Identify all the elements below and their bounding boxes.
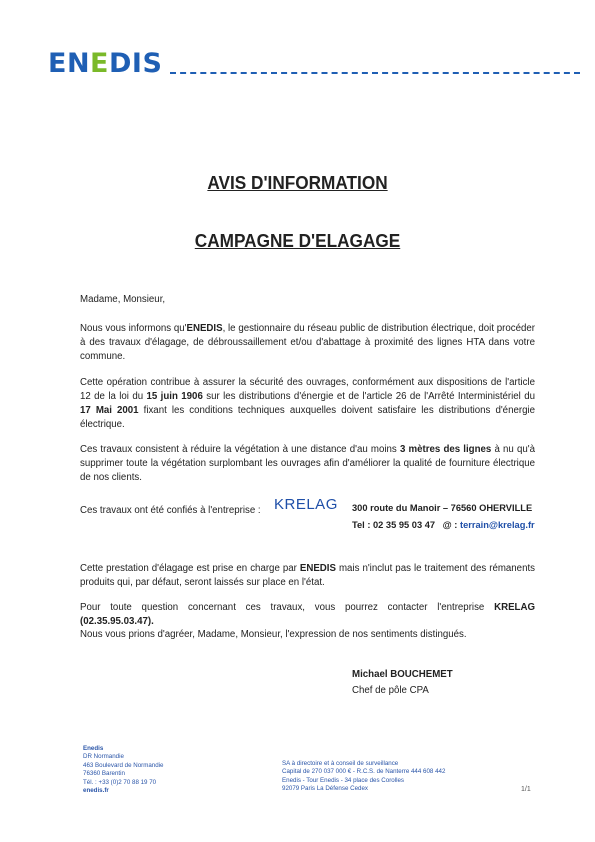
p1-text-c: , le gestionnaire du réseau public de distribution électrique, doit procéder à des travaux d'élagage, de débroussaillement et/ou d'abattage à proximité des lignes HTA dans votre commune. [80, 323, 535, 362]
footer-legal-line: SA à directoire et à conseil de surveillance [282, 760, 399, 767]
p3-text-a: Ces travaux consistent à réduire la végétation à une distance d'au moins [80, 444, 400, 455]
footer-website[interactable]: enedis.fr [83, 787, 109, 795]
footer-legal-line: 92079 Paris La Défense Cedex [282, 785, 368, 793]
contractor-email-link[interactable]: terrain@krelag.fr [459, 520, 535, 530]
signer-role: Chef de pôle CPA [352, 685, 429, 696]
footer-legal-line: Enedis - Tour Enedis - 34 place des Corolles [282, 776, 404, 784]
logo-text-start: EN [48, 48, 91, 79]
footer-line: DR Normandie [83, 753, 124, 761]
footer-brand: Enedis [83, 745, 104, 752]
page-title: AVIS D'INFORMATION [207, 172, 388, 193]
p2-date-1906: 15 juin 1906 [146, 390, 203, 402]
paragraph-intro [80, 322, 535, 364]
p2-text-e: fixant les conditions techniques auxquelles doivent satisfaire les distributions d'énergie électrique. [80, 404, 536, 430]
contractor-intro: Ces travaux ont été confiés à l'entreprise : [80, 505, 261, 516]
paragraph-cost [80, 562, 535, 590]
paragraph-contact [80, 601, 535, 629]
page-number: 1/1 [521, 786, 531, 793]
footer-line: 463 Boulevard de Normandie [83, 761, 164, 769]
footer-line: 76360 Barentin [83, 770, 125, 778]
p5-contact-krelag: KRELAG (02.35.95.03.47). [80, 602, 535, 627]
p3-text-c: à nu qu'à supprimer toute la végétation surplombant les ouvrages afin d'améliorer la qualité de fourniture électrique de nos clients. [80, 444, 535, 483]
p1-text-enedis: ENEDIS [186, 323, 223, 334]
footer-legal-block [282, 760, 445, 794]
paragraph-scope [80, 443, 535, 485]
p2-text-a: Cette opération contribue à assurer la sécurité des ouvrages, conformément aux dispositions de l'article 12 de la loi du [80, 377, 535, 402]
enedis-logo [48, 50, 162, 78]
footer-legal-line: Capital de 270 037 000 € - R.C.S. de Nanterre 444 608 442 [282, 768, 446, 776]
email-at-label: @ : [442, 520, 458, 530]
page-subtitle: CAMPAGNE D'ELAGAGE [194, 230, 401, 251]
p2-date-2001: 17 Mai 2001 [80, 404, 139, 416]
p2-text-c: sur les distributions d'énergie et de l'article 26 de l'Arrêté Interministériel du [202, 390, 535, 402]
salutation: Madame, Monsieur, [80, 294, 166, 305]
p3-distance: 3 mètres des lignes [399, 444, 492, 455]
signer-name: Michael BOUCHEMET [352, 669, 453, 680]
footer-line: Tél. : +33 (0)2 70 88 19 70 [83, 778, 157, 786]
footer-address-block [83, 745, 164, 795]
p1-text-a: Nous vous informons qu' [80, 323, 187, 334]
p4-text-c: mais n'inclut pas le traitement des rémanents produits qui, par défaut, seront laissés sur place en l'état. [80, 563, 535, 588]
contractor-name: KRELAG [274, 496, 338, 513]
contractor-tel: Tel : 02 35 95 03 47 [352, 520, 436, 530]
paragraph-legal [80, 376, 535, 432]
p4-text-enedis: ENEDIS [299, 563, 336, 574]
p5-text-a: Pour toute question concernant ces travaux, vous pourrez contacter l'entreprise [80, 602, 495, 613]
contractor-address: 300 route du Manoir – 76560 OHERVILLE [352, 503, 533, 513]
contractor-contact [352, 520, 535, 530]
logo-text-accent: E [90, 48, 109, 79]
p4-text-a: Cette prestation d'élagage est prise en charge par [80, 563, 300, 574]
paragraph-closing: Nous vous prions d'agréer, Madame, Monsieur, l'expression de nos sentiments distingués. [80, 629, 467, 640]
logo-text-end: DIS [109, 48, 163, 79]
header-dashed-rule [170, 72, 580, 74]
